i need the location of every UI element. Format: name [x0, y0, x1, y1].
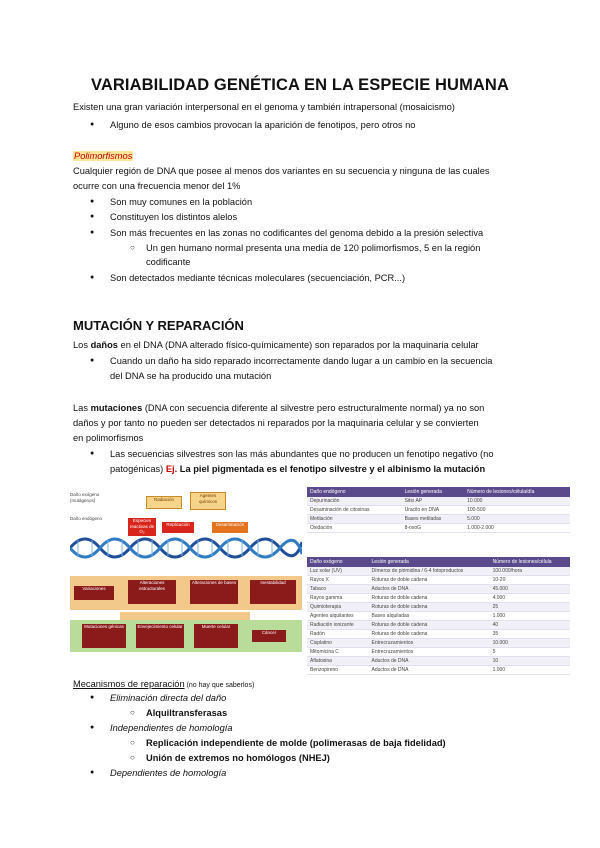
- table-cell: Bases alquiladas: [369, 612, 490, 621]
- table-cell: Roturas de doble cadena: [369, 621, 490, 630]
- danos-bullet-1: ● Cuando un daño ha sido reparado incorrectamente dando lugar a un cambio en la secuencia: [110, 355, 492, 367]
- table-header-row: [307, 557, 570, 567]
- table-cell: Tabaco: [307, 585, 369, 594]
- box-agentes-quimicos: Agentes químicos: [190, 492, 226, 510]
- table-cell: 100.000/hora: [490, 567, 570, 576]
- table-cell: 5: [490, 648, 570, 657]
- table-cell: Entrecruzamientos: [369, 639, 490, 648]
- table-row: [307, 603, 570, 612]
- table-cell: Desaminación de citosinas: [307, 506, 402, 515]
- box-desaminacion: Desaminación: [212, 522, 248, 533]
- table-row: [307, 639, 570, 648]
- polimorfismos-heading: Polimorfismos: [74, 151, 133, 161]
- table-cell: 10: [490, 657, 570, 666]
- mecanismo-sub-indep-2: ○ Unión de extremos no homólogos (NHEJ): [146, 752, 330, 764]
- table-cell: Metilación: [307, 515, 402, 524]
- table-cell: 10.000: [464, 497, 570, 506]
- table-row: [307, 567, 570, 576]
- table-cell: Roturas de doble cadena: [369, 630, 490, 639]
- table-cell: 40: [490, 621, 570, 630]
- box-inestabilidad: Inestabilidad: [250, 580, 296, 604]
- box-especies-reactivas: Especies reactivas de O₂: [129, 518, 155, 534]
- poli-bullet-4: ● Son detectados mediante técnicas moleculares (secuenciación, PCR...): [110, 272, 405, 284]
- table-cell: 45.000: [490, 585, 570, 594]
- table-cell: 10-20: [490, 576, 570, 585]
- table-row: [307, 612, 570, 621]
- table-cell: 100-500: [464, 506, 570, 515]
- table-row: [307, 666, 570, 675]
- dna-damage-diagram: [70, 488, 302, 656]
- table-cell: Dímeros de pirimidina / 6-4 fotoproductos: [369, 567, 490, 576]
- table-cell: Radón: [307, 630, 369, 639]
- poli-bullet-2: ● Constituyen los distintos alelos: [110, 211, 237, 223]
- table-row: [307, 657, 570, 666]
- table-cell: Aductos de DNA: [369, 585, 490, 594]
- table-cell: Aflatoxina: [307, 657, 369, 666]
- box-cancer: Cáncer: [252, 630, 286, 642]
- table-cell: Benzopireno: [307, 666, 369, 675]
- table-cell: Rayos X: [307, 576, 369, 585]
- exogenous-damage-table: [307, 557, 570, 675]
- table-cell: 1.000: [490, 666, 570, 675]
- table-cell: Uracilo en DNA: [402, 506, 465, 515]
- poli-sub-2: codificante: [146, 257, 191, 267]
- intro-bullet: ● Alguno de esos cambios provocan la aparición de fenotipos, pero otros no: [110, 119, 415, 131]
- table-cell: 10.000: [490, 639, 570, 648]
- table-header: Número de lesiones/célula: [490, 557, 570, 567]
- table-cell: Quimioterapia: [307, 603, 369, 612]
- table-row: [307, 506, 570, 515]
- table-cell: Cisplatino: [307, 639, 369, 648]
- polimorfismos-def-2: ocurre con una frecuencia menor del 1%: [73, 181, 241, 191]
- table-cell: Mitomicina C: [307, 648, 369, 657]
- mecanismo-sub-direct: ○ Alquiltransferasas: [146, 707, 227, 719]
- endogenous-damage-table: [307, 487, 570, 533]
- table-cell: 8-oxoG: [402, 524, 465, 533]
- table-cell: Aductos de DNA: [369, 666, 490, 675]
- polimorfismos-def-1: Cualquier región de DNA que posee al menos dos variantes en su secuencia y ninguna de las cuales: [73, 166, 490, 176]
- box-radiacion: Radiación: [146, 496, 182, 509]
- poli-bullet-1: ● Son muy comunes en la población: [110, 196, 252, 208]
- dna-helix-icon: [70, 528, 302, 568]
- table-cell: Sitio AP: [402, 497, 465, 506]
- table-row: [307, 594, 570, 603]
- silvestre-line-2: patogénicas) Ej. La piel pigmentada es el fenotipo silvestre y el albinismo la mutación: [110, 464, 486, 474]
- table-row: [307, 630, 570, 639]
- table-cell: Bases metiladas: [402, 515, 465, 524]
- mecanismo-item-1: ● Eliminación directa del daño: [110, 692, 226, 704]
- label-exogenous: Daño exógeno (mutágenos): [70, 492, 100, 503]
- table-cell: Rayos gamma: [307, 594, 369, 603]
- table-cell: Oxidación: [307, 524, 402, 533]
- silvestre-line-1: ● Las secuencias silvestres son las más abundantes que no producen un fenotipo negativo (no: [110, 448, 494, 460]
- table-cell: Agentes alquilantes: [307, 612, 369, 621]
- mecanismo-sub-indep-1: ○ Replicación independiente de molde (polimerasas de baja fidelidad): [146, 737, 446, 749]
- table-row: [307, 524, 570, 533]
- table-row: [307, 515, 570, 524]
- table-header: Daño exógeno: [307, 557, 369, 567]
- box-muerte-celular: Muerte celular: [194, 624, 238, 648]
- table-cell: 1.000-2.000: [464, 524, 570, 533]
- poli-bullet-3: ● Son más frecuentes en las zonas no codificantes del genoma debido a la presión selectiva: [110, 227, 483, 239]
- table-row: [307, 621, 570, 630]
- table-header: Daño endógeno: [307, 487, 402, 497]
- box-replicacion: Replicación: [162, 522, 194, 533]
- table-cell: 25: [490, 603, 570, 612]
- danos-bullet-2: del DNA se ha producido una mutación: [110, 371, 272, 381]
- mecanismos-heading: Mecanismos de reparación (no hay que saberlos): [73, 679, 255, 689]
- intro-line: Existen una gran variación interpersonal en el genoma y también intrapersonal (mosaicismo): [73, 102, 455, 112]
- table-cell: Entrecruzamientos: [369, 648, 490, 657]
- table-cell: Luz solar (UV): [307, 567, 369, 576]
- table-cell: 5.000: [464, 515, 570, 524]
- mutaciones-line-2: daños y por tanto no pueden ser detectados ni reparados por la maquinaria celular y se convierten: [73, 418, 479, 428]
- table-cell: Roturas de doble cadena: [369, 603, 490, 612]
- table-cell: Roturas de doble cadena: [369, 594, 490, 603]
- box-alteraciones-estructurales: Alteraciones estructurales: [128, 580, 176, 604]
- table-row: [307, 648, 570, 657]
- box-variaciones: Variaciones: [74, 586, 114, 600]
- table-cell: 35: [490, 630, 570, 639]
- table-row: [307, 585, 570, 594]
- danos-line: Los daños en el DNA (DNA alterado físico-químicamente) son reparados por la maquinaria celular: [73, 340, 479, 350]
- table-cell: Aductos de DNA: [369, 657, 490, 666]
- table-cell: 4.000: [490, 594, 570, 603]
- table-cell: Depurinación: [307, 497, 402, 506]
- table-header: Lesión generada: [369, 557, 490, 567]
- mecanismo-item-3: ● Dependientes de homología: [110, 767, 226, 779]
- page-title: VARIABILIDAD GENÉTICA EN LA ESPECIE HUMANA: [91, 76, 509, 94]
- mutaciones-line-3: en polimorfismos: [73, 433, 144, 443]
- mutaciones-line-1: Las mutaciones (DNA con secuencia diferente al silvestre pero estructuralmente normal) ya no son: [73, 403, 485, 413]
- label-endogenous: Daño endógeno: [70, 516, 103, 521]
- diagram-arrow: [120, 612, 250, 620]
- box-envejecimiento: Envejecimiento celular: [136, 624, 184, 648]
- table-row: [307, 497, 570, 506]
- box-alteraciones-bases: Alteraciones de bases: [190, 580, 238, 604]
- mecanismo-item-2: ● Independientes de homología: [110, 722, 233, 734]
- table-header: Lesión generada: [402, 487, 465, 497]
- box-mutaciones-genicas: Mutaciones génicas: [82, 624, 126, 648]
- table-header: Número de lesiones/célula/día: [464, 487, 570, 497]
- table-cell: Radiación ionizante: [307, 621, 369, 630]
- table-header-row: [307, 487, 570, 497]
- table-cell: Roturas de doble cadena: [369, 576, 490, 585]
- table-cell: 1.000: [490, 612, 570, 621]
- poli-sub-1: ○ Un gen humano normal presenta una media de 120 polimorfismos, 5 en la región: [146, 242, 480, 254]
- table-row: [307, 576, 570, 585]
- section-heading-mutacion: MUTACIÓN Y REPARACIÓN: [73, 318, 244, 333]
